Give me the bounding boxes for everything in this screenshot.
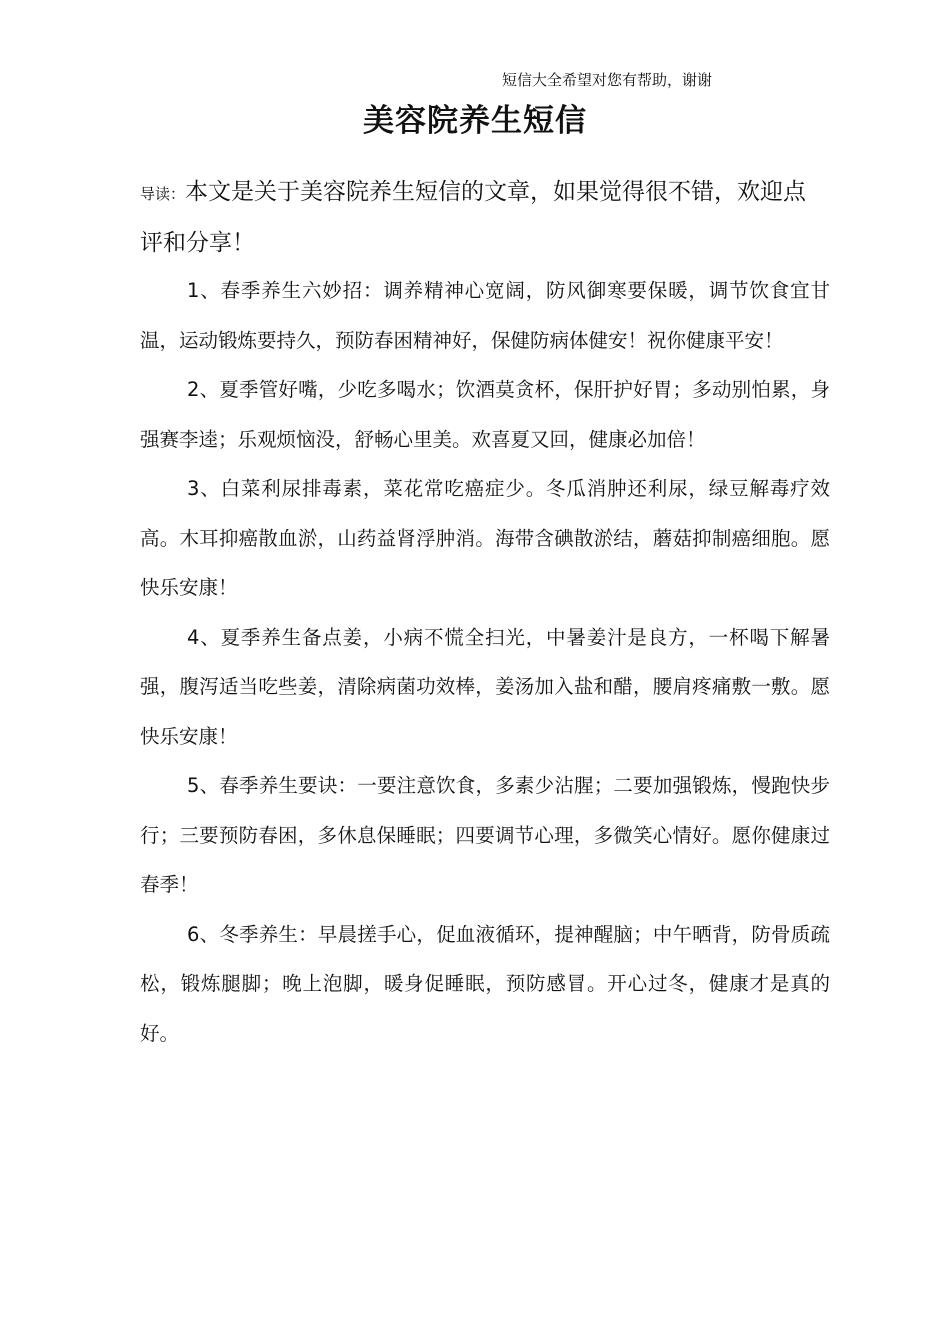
paragraph-4: 4、夏季养生备点姜，小病不慌全扫光，中暑姜汁是良方，一杯喝下解暑强，腹泻适当吃些姜，清除病菌功效棒，姜汤加入盐和醋，腰肩疼痛敷一敷。愿快乐安康！ <box>140 625 830 748</box>
paragraph-3: 3、白菜利尿排毒素，菜花常吃癌症少。冬瓜消肿还利尿，绿豆解毒疗效高。木耳抑癌散血淤，山药益肾浮肿消。海带含碘散淤结，蘑菇抑制癌细胞。愿快乐安康！ <box>140 477 830 599</box>
intro <box>140 168 820 268</box>
intro-label: 导读： <box>140 185 186 203</box>
paragraph-1: 1、春季养生六妙招：调养精神心宽阔，防风御寒要保暖，调节饮食宜甘温，运动锻炼要持久，预防春困精神好，保健防病体健安！祝你健康平安！ <box>140 279 830 352</box>
paragraph-6: 6、冬季养生：早晨搓手心，促血液循环，提神醒脑；中午晒背，防骨质疏松，锻炼腿脚；晚上泡脚，暖身促睡眠，预防感冒。开心过冬，健康才是真的好。 <box>140 922 830 1045</box>
article-body <box>140 266 830 1058</box>
intro-text: 本文是关于美容院养生短信的文章，如果觉得很不错，欢迎点评和分享！ <box>140 179 807 256</box>
header-note: 短信大全希望对您有帮助，谢谢 <box>502 71 713 89</box>
paragraph-2: 2、夏季管好嘴，少吃多喝水；饮酒莫贪杯，保肝护好胃；多动别怕累，身强赛李逵；乐观烦恼没，舒畅心里美。欢喜夏又回，健康必加倍！ <box>140 378 830 451</box>
paragraph-5: 5、春季养生要诀：一要注意饮食，多素少沾腥；二要加强锻炼，慢跑快步行；三要预防春困，多休息保睡眠；四要调节心理，多微笑心情好。愿你健康过春季！ <box>140 774 830 896</box>
page-title: 美容院养生短信 <box>363 103 587 139</box>
